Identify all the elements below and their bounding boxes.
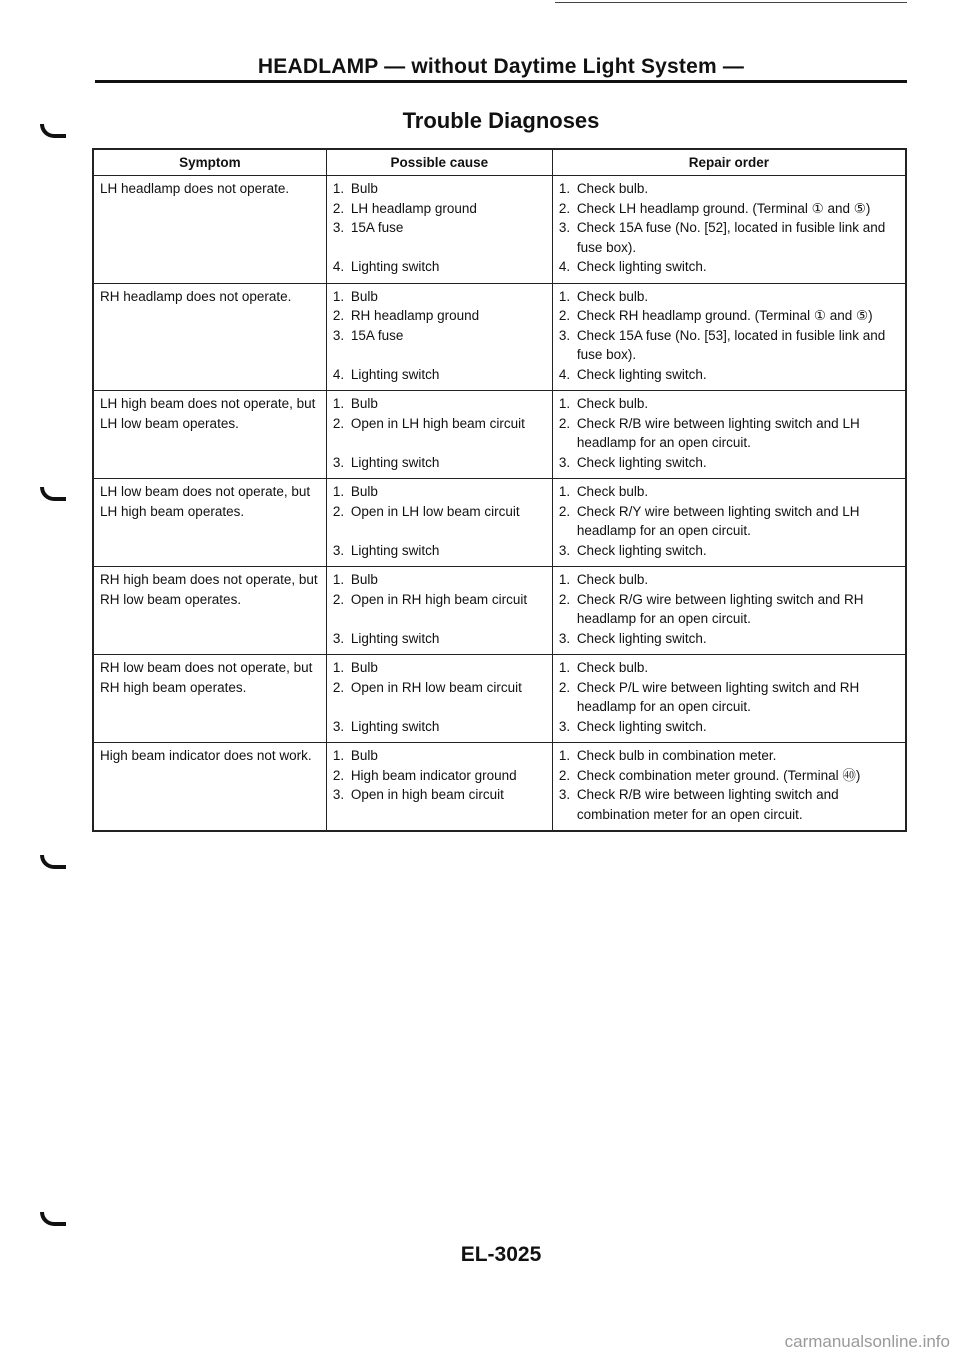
repair-order-cell: [552, 743, 906, 832]
page-header-title: HEADLAMP — without Daytime Light System —: [257, 55, 745, 78]
repair-order-item: [559, 199, 899, 219]
symptom-cell: High beam indicator does not work.: [93, 743, 326, 832]
symptom-cell: RH headlamp does not operate.: [93, 283, 326, 391]
repair-order-item: [559, 306, 899, 326]
repair-order-cell: [552, 567, 906, 655]
possible-cause-item: [333, 482, 546, 502]
section-title: Trouble Diagnoses: [402, 108, 600, 133]
possible-cause-text: Bulb: [350, 484, 378, 499]
symptom-cell: RH high beam does not operate, but RH low beam operates.: [93, 567, 326, 655]
item-number: 3.: [332, 220, 345, 235]
item-number: 1.: [332, 572, 345, 587]
repair-order-text: Check lighting switch.: [576, 542, 707, 558]
possible-cause-item: [333, 179, 546, 199]
item-number: 1.: [558, 572, 571, 587]
possible-cause-item: [333, 502, 546, 522]
repair-order-text: Check bulb.: [576, 181, 649, 196]
top-rule: [555, 2, 907, 3]
possible-cause-text: Open in LH low beam circuit: [350, 503, 520, 519]
possible-cause-text: Bulb: [350, 660, 378, 675]
table-row: [93, 567, 906, 655]
item-number: 1.: [332, 484, 345, 499]
item-number: 2.: [332, 503, 345, 519]
item-number: 1.: [332, 748, 345, 763]
possible-cause-text: Lighting switch: [350, 630, 440, 646]
item-number: 2.: [558, 415, 571, 431]
repair-order-text: Check R/Y wire between lighting switch and LH headlamp for an open circuit.: [576, 503, 860, 538]
item-number: 2.: [332, 308, 345, 323]
possible-cause-text: Bulb: [350, 181, 378, 196]
item-number: 3.: [558, 718, 571, 734]
possible-cause-item: [333, 785, 546, 805]
repair-order-cell: [552, 283, 906, 391]
repair-order-item: [559, 502, 899, 541]
item-number: 3.: [558, 630, 571, 646]
column-header-possible-cause: Possible cause: [326, 149, 552, 176]
margin-mark: [40, 124, 66, 138]
repair-order-text: Check bulb.: [576, 572, 649, 587]
possible-cause-item: [333, 717, 546, 737]
symptom-cell: LH headlamp does not operate.: [93, 176, 326, 284]
item-number: 3.: [558, 787, 571, 802]
possible-cause-item: [333, 629, 546, 649]
item-number: 4.: [332, 366, 345, 382]
page-number: EL-3025: [460, 1243, 542, 1266]
item-number: 3.: [332, 718, 345, 734]
repair-order-text: Check lighting switch.: [576, 718, 707, 734]
possible-cause-text: Open in RH low beam circuit: [350, 679, 522, 695]
margin-mark: [40, 1212, 66, 1226]
repair-order-text: Check R/B wire between lighting switch and LH headlamp for an open circuit.: [576, 415, 860, 450]
symptom-cell: LH high beam does not operate, but LH low beam operates.: [93, 391, 326, 479]
repair-order-item: [559, 179, 899, 199]
repair-order-text: Check bulb.: [576, 396, 649, 411]
possible-cause-item: [333, 326, 546, 346]
possible-cause-text: Bulb: [350, 288, 378, 304]
item-number: 2.: [332, 200, 345, 216]
possible-cause-item: [333, 394, 546, 414]
possible-cause-item: [333, 287, 546, 307]
item-number: 2.: [558, 308, 571, 323]
repair-order-text: Check lighting switch.: [576, 454, 707, 470]
item-number: 1.: [332, 396, 345, 411]
possible-cause-text: Lighting switch: [350, 259, 440, 274]
item-number: 1.: [558, 660, 571, 675]
margin-mark: [40, 855, 66, 869]
item-number: 2.: [332, 415, 345, 431]
item-number: 3.: [332, 542, 345, 558]
item-number: 4.: [558, 366, 571, 382]
item-number: 3.: [558, 542, 571, 558]
possible-cause-item: [333, 453, 546, 473]
item-number: 4.: [558, 259, 571, 274]
possible-cause-cell: [326, 567, 552, 655]
item-number: 2.: [558, 503, 571, 519]
repair-order-text: Check 15A fuse (No. [52], located in fusible link and fuse box).: [576, 220, 886, 255]
item-number: 2.: [332, 767, 345, 783]
item-number: 2.: [558, 767, 571, 783]
header-rule: [95, 80, 907, 83]
possible-cause-cell: [326, 743, 552, 832]
item-number: 4.: [332, 259, 345, 274]
possible-cause-cell: [326, 283, 552, 391]
possible-cause-text: High beam indicator ground: [350, 767, 517, 783]
item-number: 2.: [558, 679, 571, 695]
repair-order-item: [559, 365, 899, 385]
item-number: 3.: [558, 220, 571, 235]
possible-cause-cell: [326, 391, 552, 479]
item-number: 2.: [558, 591, 571, 607]
repair-order-text: Check bulb in combination meter.: [576, 748, 777, 763]
repair-order-text: Check bulb.: [576, 484, 649, 499]
repair-order-text: Check bulb.: [576, 288, 649, 304]
possible-cause-text: Bulb: [350, 396, 378, 411]
possible-cause-cell: [326, 479, 552, 567]
possible-cause-item: [333, 678, 546, 698]
possible-cause-text: Lighting switch: [350, 366, 440, 382]
item-number: 3.: [332, 630, 345, 646]
table-row: [93, 391, 906, 479]
symptom-cell: LH low beam does not operate, but LH high beam operates.: [93, 479, 326, 567]
repair-order-text: Check lighting switch.: [576, 366, 707, 382]
table-header-row: [93, 149, 906, 176]
repair-order-text: Check lighting switch.: [576, 630, 707, 646]
possible-cause-item: [333, 199, 546, 219]
possible-cause-text: 15A fuse: [350, 220, 404, 235]
possible-cause-item: [333, 257, 546, 277]
repair-order-cell: [552, 655, 906, 743]
possible-cause-item: [333, 590, 546, 610]
table-row: [93, 479, 906, 567]
repair-order-cell: [552, 176, 906, 284]
possible-cause-item: [333, 306, 546, 326]
repair-order-text: Check P/L wire between lighting switch and RH headlamp for an open circuit.: [576, 679, 860, 714]
item-number: 1.: [558, 748, 571, 763]
repair-order-item: [559, 678, 899, 717]
column-header-repair-order: Repair order: [552, 149, 906, 176]
item-number: 1.: [558, 396, 571, 411]
table-row: [93, 655, 906, 743]
repair-order-item: [559, 394, 899, 414]
repair-order-item: [559, 218, 899, 257]
item-number: 2.: [332, 679, 345, 695]
repair-order-text: Check RH headlamp ground. (Terminal ① and ⑤): [576, 308, 873, 323]
repair-order-item: [559, 746, 899, 766]
symptom-cell: RH low beam does not operate, but RH high beam operates.: [93, 655, 326, 743]
item-number: 1.: [558, 484, 571, 499]
item-number: 2.: [558, 200, 571, 216]
repair-order-item: [559, 766, 899, 786]
repair-order-item: [559, 482, 899, 502]
item-number: 3.: [332, 327, 345, 343]
item-number: 3.: [332, 787, 345, 802]
possible-cause-text: RH headlamp ground: [350, 308, 480, 323]
repair-order-cell: [552, 391, 906, 479]
repair-order-item: [559, 453, 899, 473]
possible-cause-item: [333, 570, 546, 590]
possible-cause-text: Bulb: [350, 748, 378, 763]
item-number: 1.: [558, 181, 571, 196]
table-row: [93, 743, 906, 832]
item-number: 2.: [332, 591, 345, 607]
possible-cause-text: Open in high beam circuit: [350, 787, 504, 802]
possible-cause-text: Open in RH high beam circuit: [350, 591, 528, 607]
possible-cause-item: [333, 766, 546, 786]
possible-cause-text: Bulb: [350, 572, 378, 587]
item-number: 3.: [332, 454, 345, 470]
repair-order-item: [559, 658, 899, 678]
item-number: 3.: [558, 327, 571, 343]
repair-order-item: [559, 590, 899, 629]
repair-order-item: [559, 414, 899, 453]
item-number: 1.: [332, 660, 345, 675]
repair-order-text: Check R/B wire between lighting switch and combination meter for an open circuit.: [576, 787, 839, 822]
watermark: carmanualsonline.info: [784, 1332, 950, 1351]
possible-cause-text: Lighting switch: [350, 718, 440, 734]
repair-order-item: [559, 570, 899, 590]
possible-cause-text: Lighting switch: [350, 542, 440, 558]
repair-order-item: [559, 541, 899, 561]
repair-order-text: Check lighting switch.: [576, 259, 707, 274]
table-row: [93, 176, 906, 284]
repair-order-item: [559, 629, 899, 649]
table-body: [93, 176, 906, 832]
possible-cause-cell: [326, 176, 552, 284]
repair-order-text: Check combination meter ground. (Terminal ㊵): [576, 767, 861, 783]
possible-cause-text: Lighting switch: [350, 454, 440, 470]
possible-cause-item: [333, 365, 546, 385]
possible-cause-text: 15A fuse: [350, 327, 404, 343]
repair-order-item: [559, 717, 899, 737]
repair-order-item: [559, 257, 899, 277]
repair-order-item: [559, 785, 899, 824]
item-number: 1.: [332, 288, 345, 304]
repair-order-text: Check bulb.: [576, 660, 649, 675]
item-number: 1.: [558, 288, 571, 304]
item-number: 3.: [558, 454, 571, 470]
column-header-symptom: Symptom: [93, 149, 326, 176]
repair-order-cell: [552, 479, 906, 567]
table-row: [93, 283, 906, 391]
repair-order-text: Check R/G wire between lighting switch and RH headlamp for an open circuit.: [576, 591, 864, 626]
item-number: 1.: [332, 181, 345, 196]
possible-cause-item: [333, 746, 546, 766]
possible-cause-cell: [326, 655, 552, 743]
trouble-diagnoses-table: [92, 148, 907, 832]
possible-cause-item: [333, 414, 546, 434]
repair-order-text: Check LH headlamp ground. (Terminal ① and ⑤): [576, 200, 871, 216]
possible-cause-item: [333, 541, 546, 561]
repair-order-item: [559, 287, 899, 307]
margin-mark: [40, 487, 66, 501]
repair-order-item: [559, 326, 899, 365]
possible-cause-text: LH headlamp ground: [350, 200, 477, 216]
possible-cause-item: [333, 218, 546, 238]
possible-cause-text: Open in LH high beam circuit: [350, 415, 525, 431]
repair-order-text: Check 15A fuse (No. [53], located in fusible link and fuse box).: [576, 327, 886, 362]
possible-cause-item: [333, 658, 546, 678]
